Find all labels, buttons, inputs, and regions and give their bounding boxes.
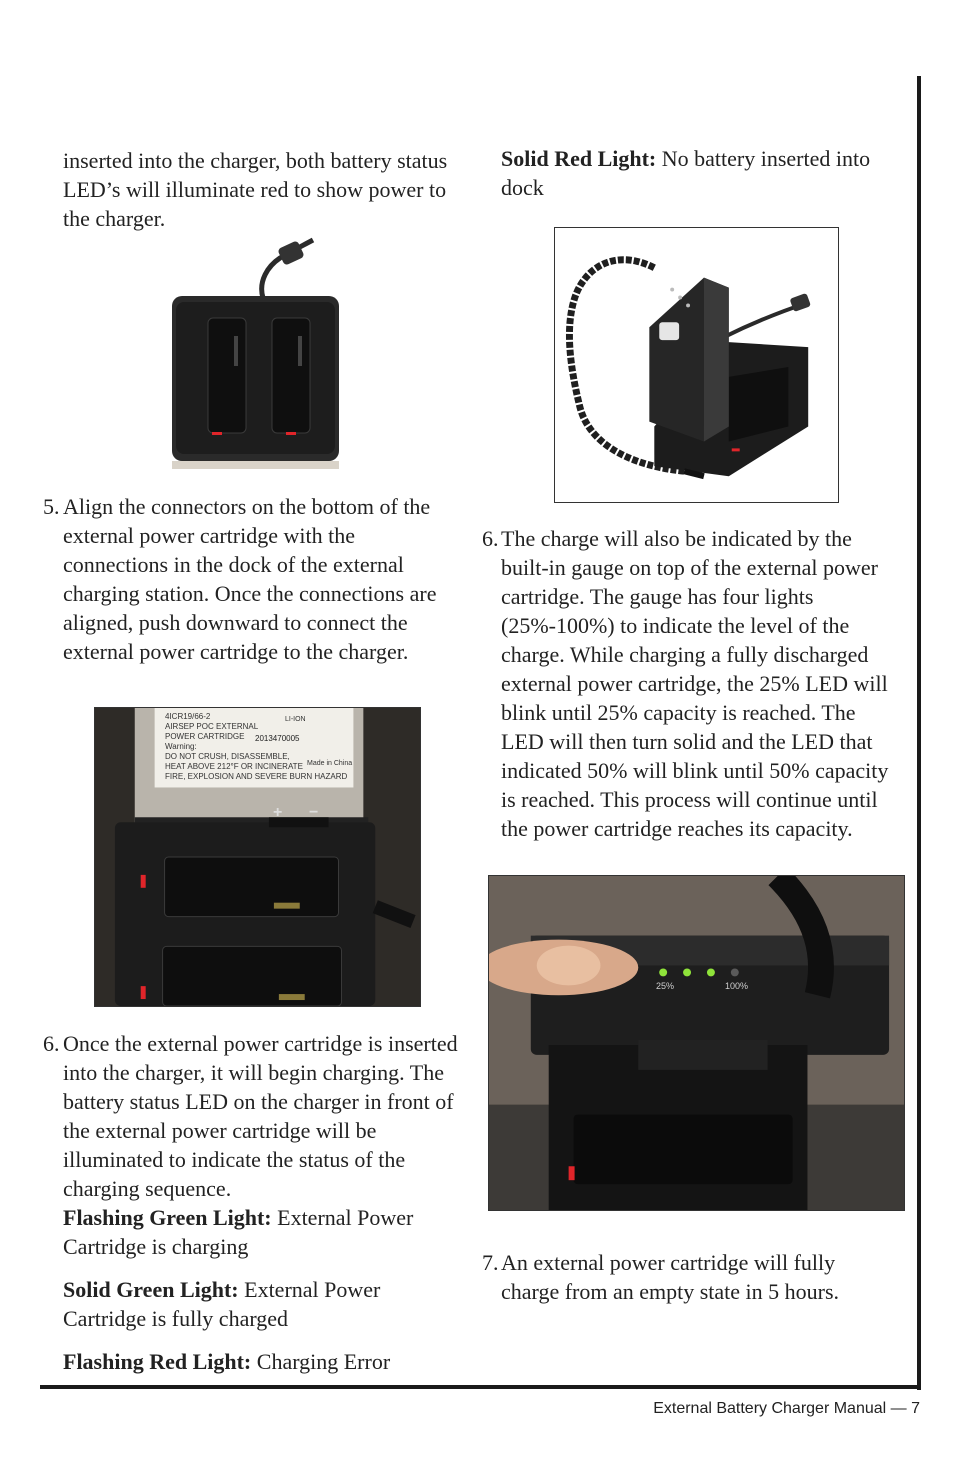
page-border-bottom <box>40 1385 921 1389</box>
intro-paragraph: inserted into the charger, both battery status LED’s will illuminate red to show power to the charger. <box>63 148 448 231</box>
charge-gauge-photo <box>488 875 905 1211</box>
solid-red-text: No battery inserted into dock <box>501 146 871 200</box>
label-warning-2: HEAT ABOVE 212°F OR INCINERATE <box>165 762 303 771</box>
label-liion: LI-ION <box>285 716 306 723</box>
page-footer: External Battery Charger Manual — 7 <box>653 1400 920 1417</box>
label-warning-3: FIRE, EXPLOSION AND SEVERE BURN HAZARD <box>165 772 348 781</box>
label-warning-1: DO NOT CRUSH, DISASSEMBLE, <box>165 752 290 761</box>
label-line3: POWER CARTRIDGE <box>165 732 245 741</box>
step-5-number: 5. <box>43 494 60 519</box>
flashing-green-entry <box>63 1203 463 1261</box>
gauge-label-low: 25% <box>656 981 675 991</box>
label-model: 4ICR19/66-2 <box>165 712 211 721</box>
step-7-text: An external power cartridge will fully charge from an empty state in 5 hours. <box>501 1250 840 1304</box>
flashing-green-label: Flashing Green Light: <box>63 1205 272 1230</box>
solid-green-label: Solid Green Light: <box>63 1277 239 1302</box>
step-5-text: Align the connectors on the bottom of the external power cartridge with the connections in the dock of the external charging station. Once the connections are aligned, push downward to connect the external power cartridge to the charger. <box>63 494 437 664</box>
label-warning: Warning: <box>165 742 197 751</box>
solid-red-entry <box>501 144 913 202</box>
charger-empty-photo <box>168 236 341 470</box>
step-6-left-text: Once the external power cartridge is inserted into the charger, it will begin charging. The battery status LED on the charger in front of the external power cartridge will be illuminated to indicate the status of the charging sequence. <box>63 1031 458 1201</box>
flashing-red-label: Flashing Red Light: <box>63 1349 252 1374</box>
gauge-label-high: 100% <box>725 981 749 991</box>
flashing-red-entry <box>63 1347 463 1376</box>
cartridge-alignment-photo <box>94 707 421 1007</box>
label-line2: AIRSEP POC EXTERNAL <box>165 722 259 731</box>
label-serial: 2013470005 <box>255 734 300 743</box>
solid-red-label: Solid Red Light: <box>501 146 657 171</box>
step-6-right-text: The charge will also be indicated by the built-in gauge on top of the external power cartridge. The gauge has four lights (25%-100%) to indicate the level of the charge. While charging a fully discharged external power cartridge, the 25% LED will blink until 25% capacity is reached. The LED will then turn solid and the LED that indicated 50% will blink until 50% capacity is reached. This process will continue until the power cartridge reaches its capacity. <box>501 526 889 841</box>
terminal-plus: + <box>273 804 283 821</box>
flashing-green-text: External Power Cartridge is charging <box>63 1205 414 1259</box>
solid-green-text: External Power Cartridge is fully charged <box>63 1277 381 1331</box>
cartridge-docked-photo <box>554 227 839 503</box>
flashing-red-text: Charging Error <box>251 1349 391 1374</box>
terminal-minus: − <box>309 804 319 821</box>
step-6-right-number: 6. <box>482 526 499 551</box>
step-7-number: 7. <box>482 1250 499 1275</box>
page-border-right <box>917 76 921 1390</box>
solid-green-entry <box>63 1275 463 1333</box>
label-made-in: Made in China <box>307 760 353 767</box>
step-6-left-number: 6. <box>43 1031 60 1056</box>
